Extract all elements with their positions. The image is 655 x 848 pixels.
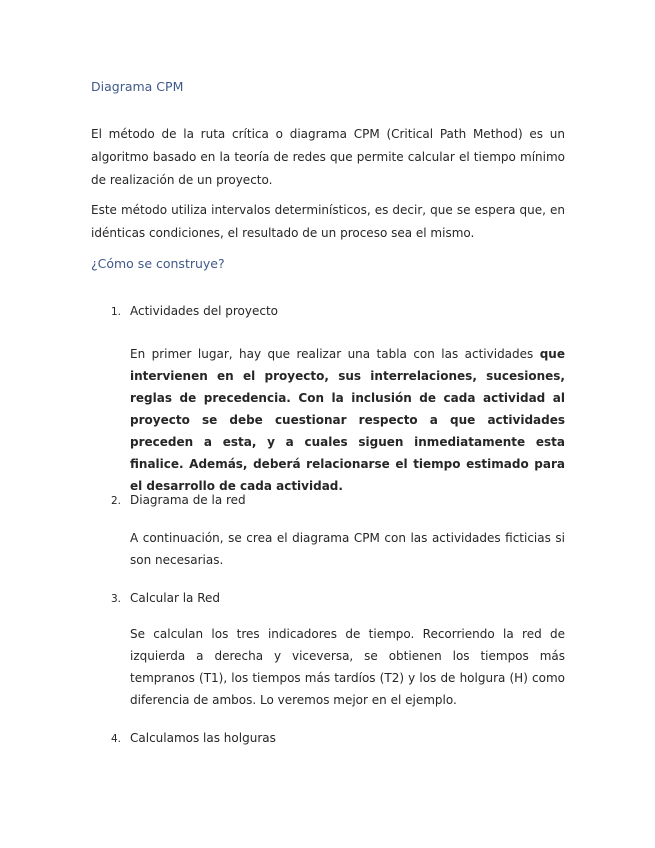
list-item-body-plain: En primer lugar, hay que realizar una tabla con las actividades [130,347,540,361]
list-item-title: Diagrama de la red [130,493,246,507]
intro-paragraph-2: Este método utiliza intervalos determinísticos, es decir, que se espera que, en idénticas condiciones, el resultado de un proceso sea el mismo. [91,203,565,240]
list-item-title: Actividades del proyecto [130,304,279,318]
list-item-body [130,343,565,497]
list-item-title: Calcular la Red [130,591,221,605]
list-item-body: A continuación, se crea el diagrama CPM con las actividades ficticias si son necesarias. [130,531,565,567]
section-heading: ¿Cómo se construye? [91,256,225,271]
list-item-number: 1. [111,306,122,318]
intro-paragraph-1: El método de la ruta crítica o diagrama CPM (Critical Path Method) es un algoritmo basado en la teoría de redes que permite calcular el tiempo mínimo de realización de un proyecto. [91,127,565,187]
list-item-body-bold: que intervienen en el proyecto, sus interrelaciones, sucesiones, reglas de precedencia. Con la inclusión de cada actividad al proyecto se debe cuestionar respecto a que actividades preceden a esta, y a cuales siguen inmediatamente esta finalice. Además, deberá relacionarse el tiempo estimado para el desarrollo de cada actividad. [130,347,565,493]
list-item-number: 3. [111,593,122,605]
document-title: Diagrama CPM [91,79,184,94]
list-item-number: 4. [111,733,122,745]
list-item-number: 2. [111,495,122,507]
list-item-body: Se calculan los tres indicadores de tiempo. Recorriendo la red de izquierda a derecha y viceversa, se obtienen los tiempos más tempranos (T1), los tiempos más tardíos (T2) y los de holgura (H) como diferencia de ambos. Lo veremos mejor en el ejemplo. [130,627,565,707]
list-item-title: Calculamos las holguras [130,731,276,745]
